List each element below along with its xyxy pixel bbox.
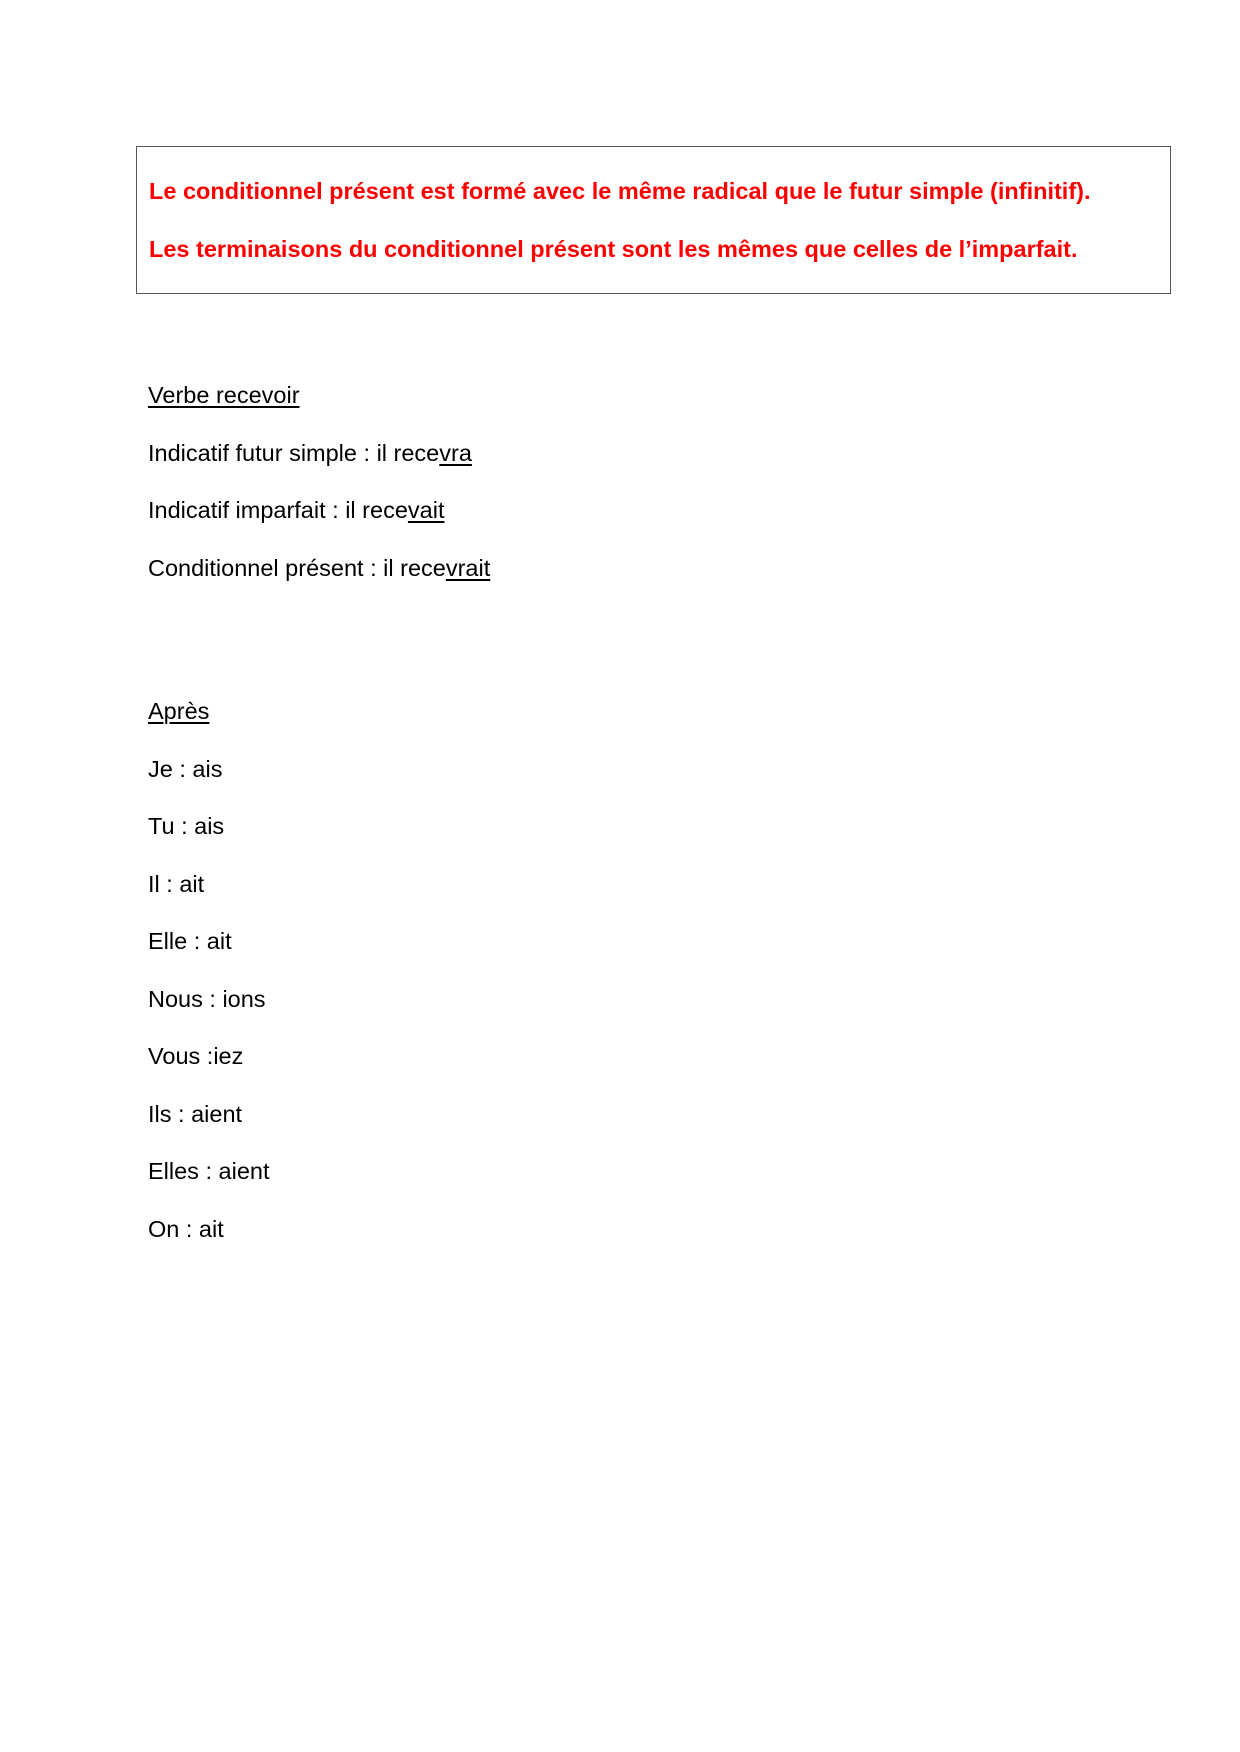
verb-heading: Verbe recevoir <box>148 382 300 408</box>
verb-row-futur <box>148 442 472 466</box>
rule-line-endings: Les terminaisons du conditionnel présent sont les mêmes que celles de l’imparfait. <box>149 236 1078 262</box>
verb-row-imparfait <box>148 499 444 523</box>
verb-row-ending: vra <box>439 440 472 466</box>
ending-item-nous: Nous : ions <box>148 986 266 1012</box>
ending-item-tu: Tu : ais <box>148 813 225 839</box>
ending-item-elle: Elle : ait <box>148 928 232 954</box>
ending-item-il: Il : ait <box>148 871 205 897</box>
ending-item-vous: Vous :iez <box>148 1043 244 1069</box>
ending-item-ils: Ils : aient <box>148 1101 243 1127</box>
rule-line-radical: Le conditionnel présent est formé avec le même radical que le futur simple (infinitif). <box>149 178 1091 204</box>
verb-row-label: Indicatif imparfait : il rece <box>148 497 408 523</box>
verb-row-conditionnel <box>148 557 490 581</box>
rule-box <box>136 146 1171 294</box>
verb-row-ending: vait <box>407 497 445 523</box>
verb-row-label: Conditionnel présent : il rece <box>148 555 446 581</box>
verb-row-ending: vrait <box>445 555 491 581</box>
ending-item-je: Je : ais <box>148 756 223 782</box>
endings-heading: Après <box>148 698 210 724</box>
ending-item-elles: Elles : aient <box>148 1158 270 1184</box>
ending-item-on: On : ait <box>148 1216 224 1242</box>
verb-row-label: Indicatif futur simple : il rece <box>148 440 440 466</box>
